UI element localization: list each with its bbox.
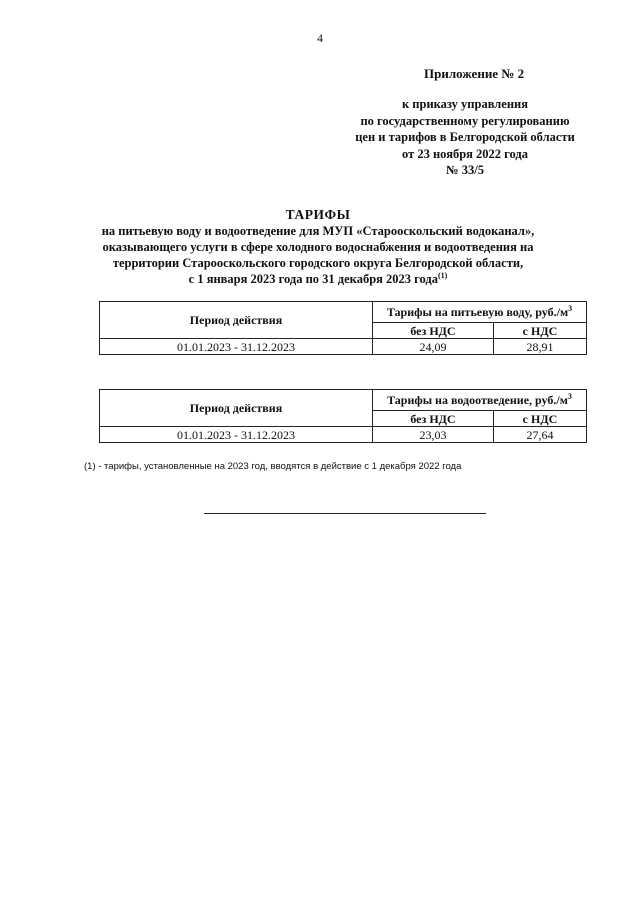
unit-power: 3 bbox=[568, 304, 573, 313]
appendix-title: Приложение № 2 bbox=[424, 66, 525, 81]
no-vat-cell: 23,03 bbox=[373, 427, 494, 443]
heading-period-line bbox=[84, 271, 552, 287]
vat-header: с НДС bbox=[493, 323, 586, 339]
period-header: Период действия bbox=[100, 390, 373, 427]
order-line: цен и тарифов в Белгородской области bbox=[355, 130, 575, 144]
unit-power: 3 bbox=[567, 392, 572, 401]
heading-line: оказывающего услуги в сфере холодного водоснабжения и водоотведения на bbox=[102, 240, 534, 254]
sewage-tariff-table bbox=[99, 389, 587, 443]
footnote: (1) - тарифы, установленные на 2023 год, вводятся в действие с 1 декабря 2022 года bbox=[84, 461, 462, 472]
no-vat-header: без НДС bbox=[373, 411, 494, 427]
heading-line: на питьевую воду и водоотведение для МУП «Старооскольский водоканал», bbox=[101, 224, 535, 238]
order-reference bbox=[320, 96, 610, 179]
sewage-tariff-header-text: Тарифы на водоотведение, руб./м bbox=[387, 393, 568, 407]
table-header-row bbox=[100, 390, 587, 411]
no-vat-header: без НДС bbox=[373, 323, 494, 339]
document-heading bbox=[84, 207, 552, 287]
order-line: к приказу управления bbox=[401, 97, 529, 111]
order-number: № 33/5 bbox=[446, 163, 484, 177]
vat-header: с НДС bbox=[493, 411, 586, 427]
period-cell: 01.01.2023 - 31.12.2023 bbox=[100, 427, 373, 443]
no-vat-cell: 24,09 bbox=[373, 339, 494, 355]
vat-cell: 27,64 bbox=[493, 427, 586, 443]
heading-line: территории Старооскольского городского округа Белгородской области, bbox=[112, 256, 524, 270]
period-cell: 01.01.2023 - 31.12.2023 bbox=[100, 339, 373, 355]
page-number: 4 bbox=[317, 31, 323, 45]
closing-divider bbox=[204, 513, 486, 514]
sewage-tariff-header bbox=[373, 390, 587, 411]
order-line: по государственному регулированию bbox=[360, 113, 570, 128]
heading-title: ТАРИФЫ bbox=[285, 207, 351, 222]
vat-cell: 28,91 bbox=[493, 339, 586, 355]
table-row bbox=[100, 427, 587, 443]
order-date: от 23 ноября 2022 года bbox=[402, 146, 528, 161]
water-tariff-table bbox=[99, 301, 587, 355]
table-header-row bbox=[100, 302, 587, 323]
water-tariff-header-text: Тарифы на питьевую воду, руб./м bbox=[386, 305, 569, 319]
table-row bbox=[100, 339, 587, 355]
water-tariff-header bbox=[373, 302, 587, 323]
heading-period-text: с 1 января 2023 года по 31 декабря 2023 года bbox=[188, 272, 438, 286]
heading-footnote-mark: (1) bbox=[437, 271, 448, 280]
period-header: Период действия bbox=[100, 302, 373, 339]
